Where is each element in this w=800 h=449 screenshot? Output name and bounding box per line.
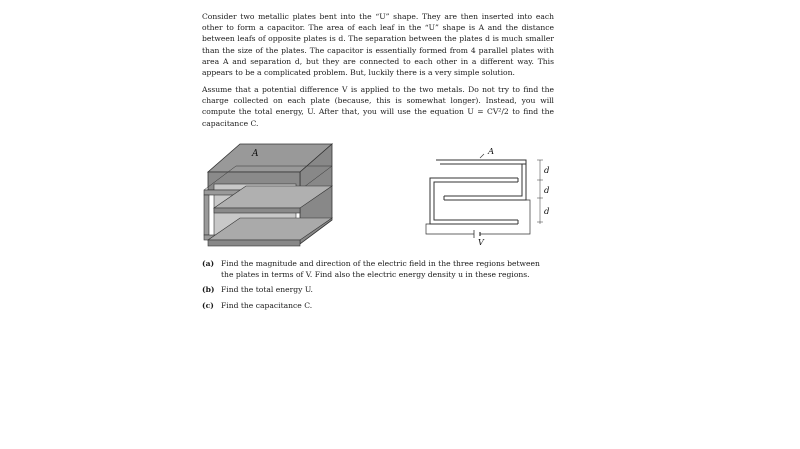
intro-paragraph: Consider two metallic plates bent into the “U” shape. They are then inserted into each other to form a capacitor. The area of each leaf in the “U” shape is A and the distance between leafs of opposite plates is d. The separation between the plates d is much smaller than the size of the plates. The capacitor is essentially formed from 4 parallel plates with area A and separation d, but they are connected to each other in a different way. This appears to be a complicated problem. But, luckily there is a very simple solution. <box>202 12 554 78</box>
area-pointer <box>480 154 484 158</box>
capacitor-schematic-figure <box>418 142 558 250</box>
capacitor-3d-figure <box>200 138 342 250</box>
wire-left <box>426 224 474 234</box>
wire-right <box>480 200 530 234</box>
separation-label-1: d <box>544 166 550 176</box>
question-label: (a) <box>202 259 215 268</box>
question-item <box>202 300 554 311</box>
question-item <box>202 284 554 295</box>
middle-leaf-front <box>214 208 300 213</box>
plate-1-top-leaf <box>436 160 526 164</box>
question-item <box>202 258 554 280</box>
separation-label-3: d <box>544 207 550 217</box>
plate-2-u-shape <box>434 182 518 220</box>
area-label: A <box>252 149 259 159</box>
question-text: Find the capacitance C. <box>221 300 313 310</box>
question-text: Find the total energy U. <box>221 285 313 295</box>
question-label: (c) <box>202 300 214 310</box>
instructions-paragraph: Assume that a potential difference V is applied to the two metals. Do not try to find the charge collected on each plate (because, this is somewhat longer). Instead, you will compute the total energy, U. After that, you will use the equation U = CV²/2 to find the capacitance C. <box>202 85 554 128</box>
question-label: (b) <box>202 285 215 295</box>
voltage-label: V <box>478 238 484 247</box>
question-list <box>202 258 554 315</box>
area-label-schematic: A <box>488 147 495 157</box>
question-text: Find the magnitude and direction of the electric field in the three regions between the plates in terms of V. Find also the electric energy density u in these regions. <box>221 259 540 280</box>
plate-1-middle-leaf <box>444 160 526 200</box>
bottom-plate-front <box>208 240 300 246</box>
separation-label-2: d <box>544 186 550 196</box>
inner-left-wall <box>204 195 209 235</box>
